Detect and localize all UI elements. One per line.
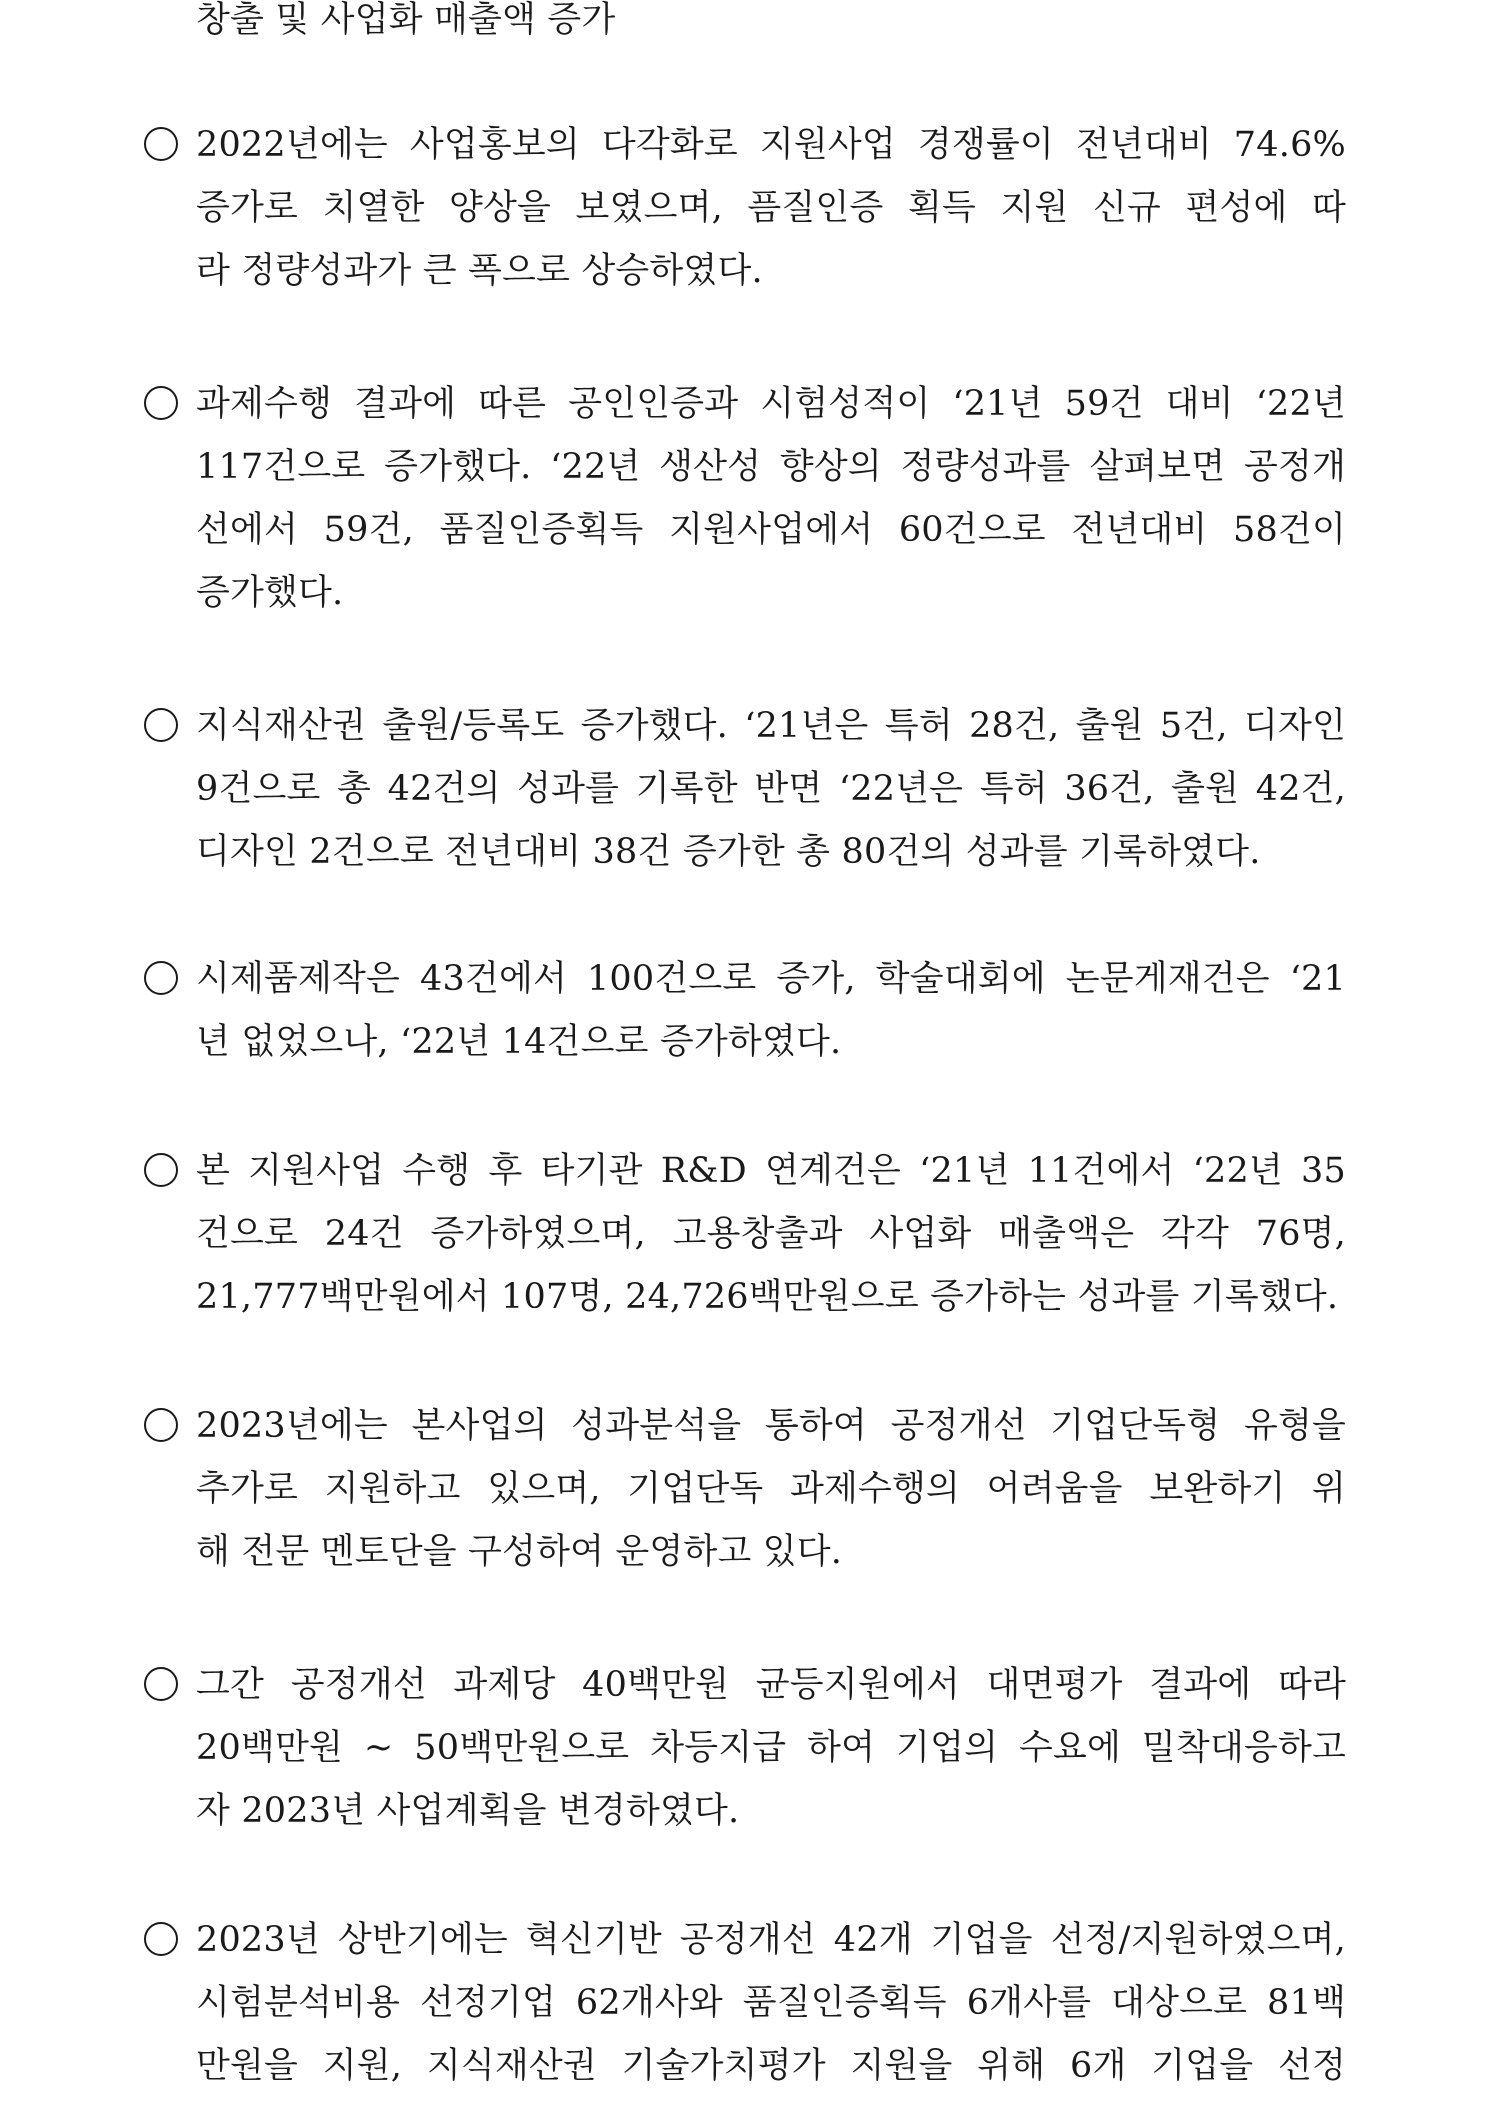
paragraph-line: 21,777백만원에서 107명, 24,726백만원으로 증가하는 성과를 기록했다. [196,1277,1339,1317]
paragraph-line: 추가로 지원하고 있으며, 기업단독 과제수행의 어려움을 보완하기 위 [196,1469,1346,1509]
paragraph-line: 해 전문 멘토단을 구성하여 운영하고 있다. [196,1532,843,1572]
paragraph-line: 117건으로 증가했다. ‘22년 생산성 향상의 정량성과를 살펴보면 공정개 [196,447,1346,487]
paragraph-line: 건으로 24건 증가하였으며, 고용창출과 사업화 매출액은 각각 76명, [196,1214,1346,1254]
paragraph-line: 라 정량성과가 큰 폭으로 상승하였다. [196,251,763,291]
paragraph-line: 디자인 2건으로 전년대비 38건 증가한 총 80건의 성과를 기록하였다. [196,832,1261,872]
circle-bullet-icon [144,1408,178,1442]
paragraph-line: 2022년에는 사업홍보의 다각화로 지원사업 경쟁률이 전년대비 74.6% [196,125,1346,165]
paragraph-line: 9건으로 총 42건의 성과를 기록한 반면 ‘22년은 특허 36건, 출원 42건, [196,769,1346,809]
circle-bullet-icon [144,961,178,995]
paragraph-line: 지식재산권 출원/등록도 증가했다. ‘21년은 특허 28건, 출원 5건, 디자인 [196,706,1346,746]
circle-bullet-icon [144,127,178,161]
paragraph-line: 2023년 상반기에는 혁신기반 공정개선 42개 기업을 선정/지원하였으며, [196,1920,1346,1960]
circle-bullet-icon [144,1667,178,1701]
paragraph-line: 본 지원사업 수행 후 타기관 R&D 연계건은 ‘21년 11건에서 ‘22년 35 [196,1151,1346,1191]
paragraph-line: 년 없었으나, ‘22년 14건으로 증가하였다. [196,1022,842,1062]
circle-bullet-icon [144,1922,178,1956]
paragraph-line: 20백만원 ~ 50백만원으로 차등지급 하여 기업의 수요에 밀착대응하고 [196,1728,1346,1768]
circle-bullet-icon [144,386,178,420]
paragraph-line: 자 2023년 사업계획을 변경하였다. [196,1791,740,1831]
paragraph-line: 그간 공정개선 과제당 40백만원 균등지원에서 대면평가 결과에 따라 [196,1665,1346,1705]
paragraph-line: 과제수행 결과에 따른 공인인증과 시험성적이 ‘21년 59건 대비 ‘22년 [196,384,1346,424]
circle-bullet-icon [144,708,178,742]
circle-bullet-icon [144,1153,178,1187]
paragraph-line: 2023년에는 본사업의 성과분석을 통하여 공정개선 기업단독형 유형을 [196,1406,1346,1446]
paragraph-line: 시험분석비용 선정기업 62개사와 품질인증획득 6개사를 대상으로 81백 [196,1983,1346,2023]
paragraph-line: 시제품제작은 43건에서 100건으로 증가, 학술대회에 논문게재건은 ‘21 [196,959,1346,999]
paragraph-line: 만원을 지원, 지식재산권 기술가치평가 지원을 위해 6개 기업을 선정 [196,2046,1346,2086]
carryover-line: 창출 및 사업화 매출액 증가 [196,0,616,40]
paragraph-line: 선에서 59건, 품질인증획득 지원사업에서 60건으로 전년대비 58건이 [196,510,1346,550]
paragraph-line: 증가로 치열한 양상을 보였으며, 픔질인증 획득 지원 신규 편성에 따 [196,188,1346,228]
paragraph-line: 증가했다. [196,573,344,613]
